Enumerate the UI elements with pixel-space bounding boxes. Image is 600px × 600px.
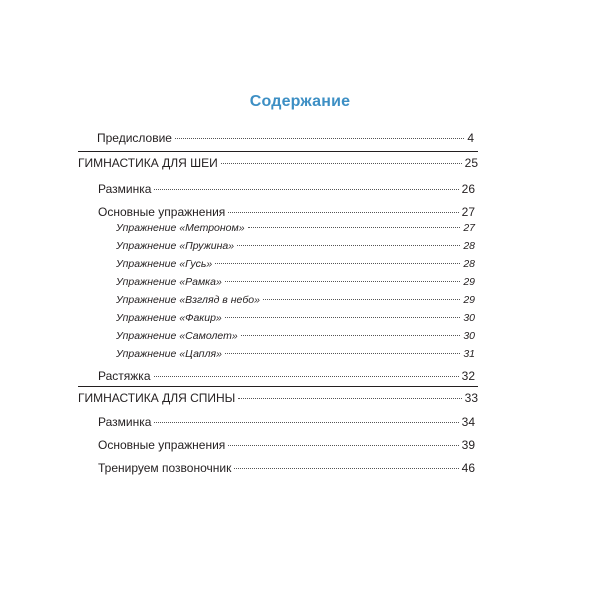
toc-entry-label: Разминка	[98, 415, 152, 429]
toc-entry-label: Упражнение «Цапля»	[116, 348, 222, 360]
toc-entry-page: 31	[463, 348, 475, 360]
toc-entry-exercise-look-sky	[116, 294, 475, 306]
toc-entry-exercise-airplane	[116, 330, 475, 342]
toc-entry-label: Основные упражнения	[98, 205, 226, 219]
toc-entry-label: ГИМНАСТИКА ДЛЯ СПИНЫ	[78, 391, 236, 405]
toc-entry-exercise-spring	[116, 240, 475, 252]
toc-entry-page: 46	[461, 461, 475, 475]
dot-leader	[228, 212, 458, 213]
toc-entry-neck-gymnastics	[78, 156, 478, 170]
dot-leader	[248, 227, 461, 228]
toc-entry-page: 34	[461, 415, 475, 429]
toc-entry-warmup	[98, 182, 475, 196]
dot-leader	[263, 299, 460, 300]
toc-entry-page: 30	[463, 330, 475, 342]
dot-leader	[154, 422, 458, 423]
toc-entry-page: 29	[463, 276, 475, 288]
toc-entry-label: Упражнение «Гусь»	[116, 258, 213, 270]
toc-entry-exercise-fakir	[116, 312, 475, 324]
toc-entry-page: 25	[464, 156, 478, 170]
toc-entry-page: 33	[464, 391, 478, 405]
dot-leader	[225, 281, 461, 282]
toc-entry-label: Растяжка	[98, 369, 151, 383]
toc-entry-page: 28	[463, 240, 475, 252]
toc-entry-main-exercises	[98, 205, 475, 219]
toc-entry-page: 27	[461, 205, 475, 219]
toc-entry-back-warmup	[98, 415, 475, 429]
toc-entry-preface	[97, 131, 474, 145]
toc-entry-page: 29	[463, 294, 475, 306]
dot-leader	[241, 335, 461, 336]
toc-entry-page: 39	[461, 438, 475, 452]
toc-entry-label: ГИМНАСТИКА ДЛЯ ШЕИ	[78, 156, 218, 170]
toc-entry-back-gymnastics	[78, 391, 478, 405]
toc-entry-label: Упражнение «Рамка»	[116, 276, 222, 288]
dot-leader	[234, 468, 458, 469]
dot-leader	[238, 398, 461, 399]
toc-entry-label: Упражнение «Факир»	[116, 312, 222, 324]
dot-leader	[175, 138, 464, 139]
toc-entry-exercise-metronome	[116, 222, 475, 234]
section-divider	[78, 151, 478, 152]
toc-entry-page: 27	[463, 222, 475, 234]
toc-entry-label: Упражнение «Метроном»	[116, 222, 245, 234]
dot-leader	[237, 245, 460, 246]
toc-entry-label: Тренируем позвоночник	[98, 461, 232, 475]
toc-entry-label: Упражнение «Самолет»	[116, 330, 238, 342]
dot-leader	[221, 163, 462, 164]
dot-leader	[154, 376, 459, 377]
toc-entry-back-main-exercises	[98, 438, 475, 452]
toc-entry-label: Упражнение «Пружина»	[116, 240, 235, 252]
dot-leader	[228, 445, 458, 446]
toc-entry-label: Упражнение «Взгляд в небо»	[116, 294, 260, 306]
dot-leader	[225, 353, 460, 354]
toc-entry-spine-training	[98, 461, 475, 475]
toc-entry-page: 4	[467, 131, 474, 145]
toc-entry-label: Основные упражнения	[98, 438, 226, 452]
toc-entry-label: Разминка	[98, 182, 152, 196]
toc-entry-stretching	[98, 369, 475, 383]
toc-entry-exercise-goose	[116, 258, 475, 270]
toc-entry-page: 30	[463, 312, 475, 324]
toc-title: Содержание	[249, 93, 351, 110]
toc-entry-exercise-frame	[116, 276, 475, 288]
dot-leader	[225, 317, 461, 318]
dot-leader	[215, 263, 460, 264]
toc-entry-page: 26	[461, 182, 475, 196]
toc-entry-label: Предисловие	[97, 131, 172, 145]
section-divider	[78, 386, 478, 387]
toc-entry-page: 28	[463, 258, 475, 270]
dot-leader	[154, 189, 458, 190]
toc-entry-exercise-heron	[116, 348, 475, 360]
toc-entry-page: 32	[461, 369, 475, 383]
